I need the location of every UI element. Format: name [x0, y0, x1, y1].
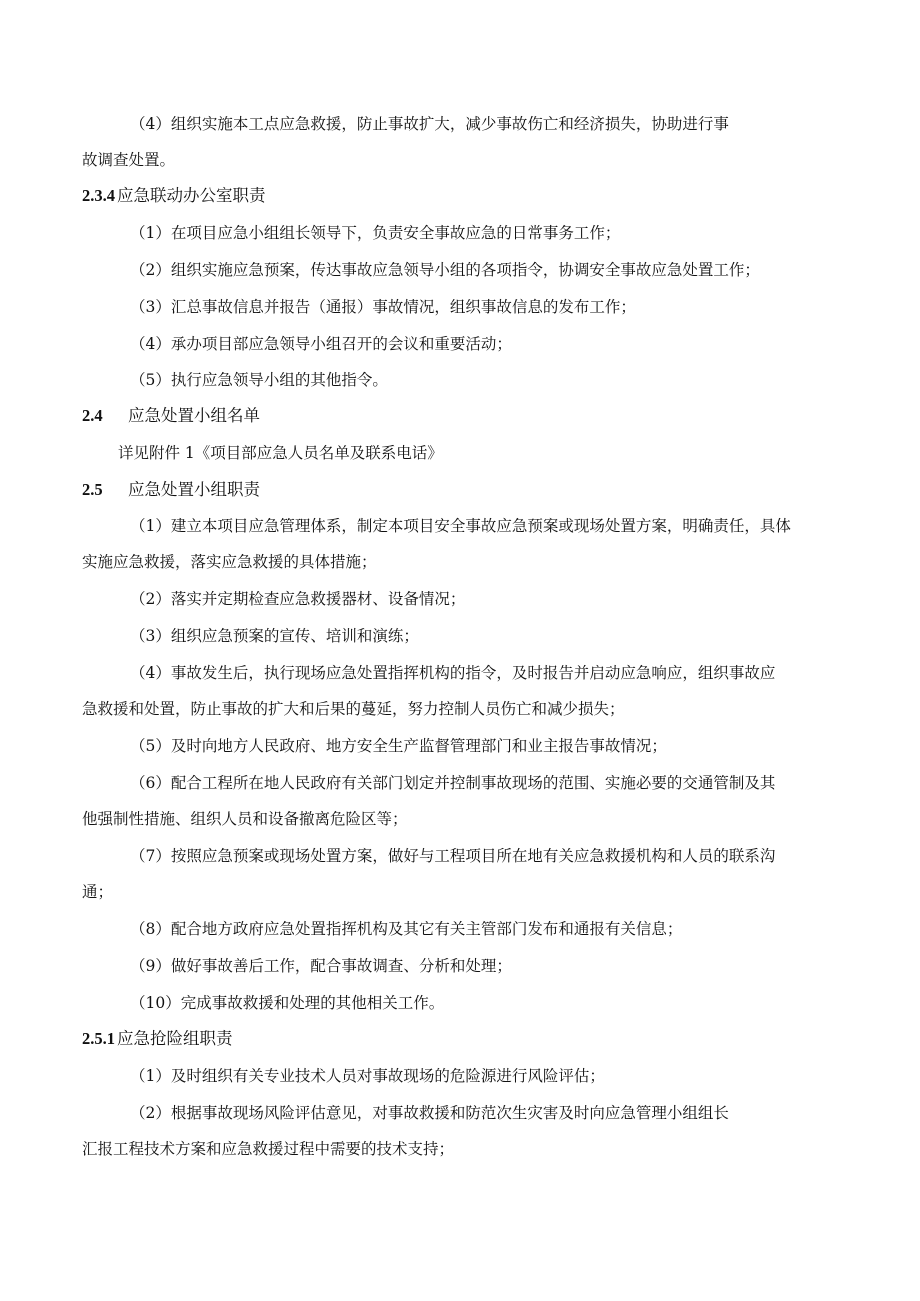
section-number: 2.4 [82, 406, 103, 425]
paragraph-line: 故调查处置。 [82, 151, 176, 169]
list-item: （1）及时组织有关专业技术人员对事故现场的危险源进行风险评估； [130, 1067, 605, 1085]
section-heading-2-4 [82, 406, 260, 426]
list-item: （2）根据事故现场风险评估意见，对事故救援和防范次生灾害及时向应急管理小组组长 [130, 1104, 729, 1122]
section-title: 应急处置小组职责 [128, 480, 260, 499]
list-item: （3）组织应急预案的宣传、培训和演练； [130, 627, 419, 645]
list-item: （4）事故发生后，执行现场应急处置指挥机构的指令，及时报告并启动应急响应，组织事故应 [130, 664, 776, 682]
list-item: （4）承办项目部应急领导小组召开的会议和重要活动； [130, 335, 512, 353]
list-item: （3）汇总事故信息并报告（通报）事故情况，组织事故信息的发布工作； [130, 298, 636, 316]
attachment-reference: 详见附件 1《项目部应急人员名单及联系电话》 [118, 444, 443, 462]
section-title: 应急处置小组名单 [128, 406, 260, 425]
list-item-continuation: 通； [82, 883, 114, 901]
list-item: （5）执行应急领导小组的其他指令。 [130, 371, 388, 389]
section-heading-2-5 [82, 480, 260, 500]
list-item-continuation: 急救援和处置，防止事故的扩大和后果的蔓延，努力控制人员伤亡和减少损失； [82, 700, 625, 718]
section-number: 2.3.4 [82, 186, 115, 205]
section-heading-2-5-1 [82, 1029, 233, 1049]
list-item: （1）建立本项目应急管理体系，制定本项目安全事故应急预案或现场处置方案，明确责任，具体 [130, 517, 791, 535]
paragraph-line: （4）组织实施本工点应急救援，防止事故扩大，减少事故伤亡和经济损失，协助进行事 [130, 115, 729, 133]
list-item: （6）配合工程所在地人民政府有关部门划定并控制事故现场的范围、实施必要的交通管制及其 [130, 774, 776, 792]
section-heading-2-3-4 [82, 186, 266, 206]
section-title: 应急抢险组职责 [117, 1029, 233, 1048]
list-item: （1）在项目应急小组组长领导下，负责安全事故应急的日常事务工作； [130, 224, 621, 242]
list-item: （2）落实并定期检查应急救援器材、设备情况； [130, 590, 466, 608]
list-item: （7）按照应急预案或现场处置方案，做好与工程项目所在地有关应急救援机构和人员的联系沟 [130, 847, 776, 865]
list-item: （9）做好事故善后工作，配合事故调查、分析和处理； [130, 957, 512, 975]
list-item-continuation: 实施应急救援，落实应急救援的具体措施； [82, 553, 377, 571]
list-item-continuation: 他强制性措施、组织人员和设备撤离危险区等； [82, 810, 408, 828]
list-item: （8）配合地方政府应急处置指挥机构及其它有关主管部门发布和通报有关信息； [130, 920, 683, 938]
section-number: 2.5.1 [82, 1029, 115, 1048]
list-item-continuation: 汇报工程技术方案和应急救援过程中需要的技术支持； [82, 1140, 455, 1158]
list-item: （10）完成事故救援和处理的其他相关工作。 [130, 994, 445, 1012]
section-title: 应急联动办公室职责 [117, 186, 266, 205]
list-item: （2）组织实施应急预案，传达事故应急领导小组的各项指令，协调安全事故应急处置工作； [130, 261, 760, 279]
section-number: 2.5 [82, 480, 103, 499]
list-item: （5）及时向地方人民政府、地方安全生产监督管理部门和业主报告事故情况； [130, 737, 667, 755]
